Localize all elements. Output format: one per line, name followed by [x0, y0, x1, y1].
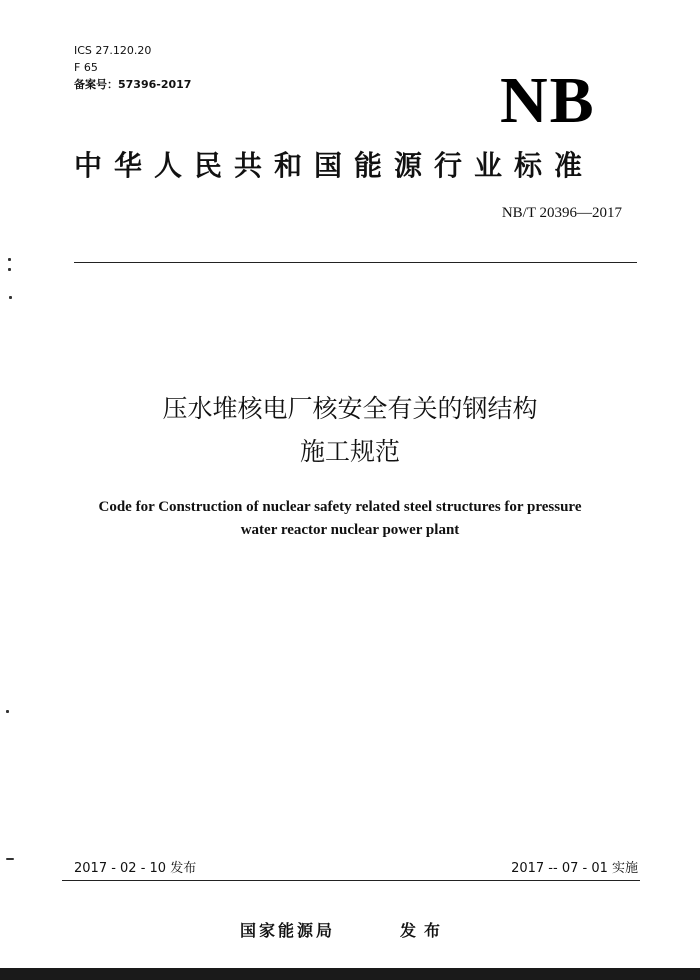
bottom-divider [62, 880, 640, 881]
chinese-title-line2: 施工规范 [299, 437, 400, 466]
ics-code: ICS 27.120.20 [74, 44, 152, 57]
record-number: 备案号：57396-2017 [74, 78, 192, 91]
issuing-authority: 国家能源局 [240, 921, 336, 940]
english-title-line1: Code for Construction of nuclear safety related steel structures for pressure [98, 499, 582, 515]
standard-number: NB/T 20396—2017 [501, 205, 622, 221]
chinese-title-line1: 压水堆核电厂核安全有关的钢结构 [162, 394, 538, 423]
standard-category-title: 中华人民共和国能源行业标准 [74, 149, 595, 182]
scan-speck [6, 858, 14, 860]
scan-speck [8, 258, 11, 261]
issue-date: 2017 - 02 - 10 发布 [74, 861, 197, 876]
scan-speck [9, 296, 12, 299]
scan-speck [6, 710, 9, 713]
implementation-date: 2017 -- 07 - 01 实施 [511, 861, 638, 876]
english-title-line2: water reactor nuclear power plant [240, 522, 460, 538]
scan-bottom-edge [0, 968, 700, 980]
top-divider [74, 262, 637, 263]
nb-logo: NB [500, 64, 596, 137]
scan-speck [8, 268, 11, 271]
classification-code: F 65 [74, 61, 98, 74]
publish-label: 发布 [400, 921, 449, 940]
